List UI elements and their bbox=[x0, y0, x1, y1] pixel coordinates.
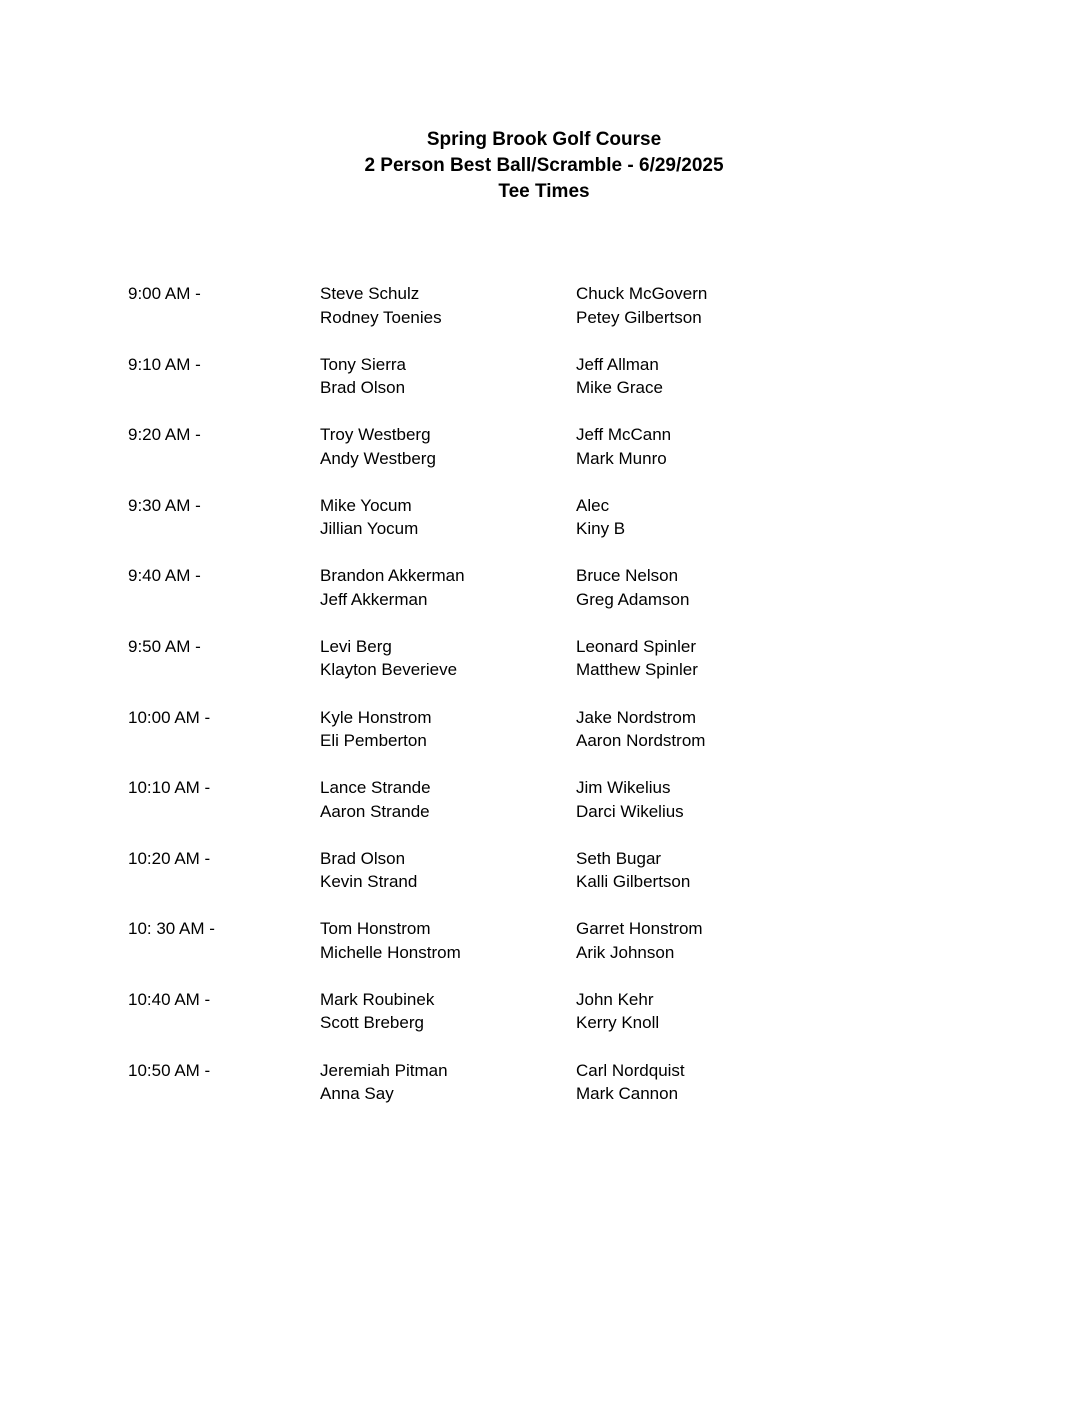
team2-player2: Kerry Knoll bbox=[576, 1013, 660, 1033]
team2-player1: Jim Wikelius bbox=[576, 778, 671, 798]
team2-player1: Carl Nordquist bbox=[576, 1060, 685, 1080]
team2-player1: Seth Bugar bbox=[576, 848, 662, 868]
tee-time: 9:50 AM - bbox=[128, 636, 201, 656]
team1-player1: Tony Sierra bbox=[320, 354, 406, 374]
document-header bbox=[0, 127, 1088, 205]
team1-player2: Scott Breberg bbox=[320, 1013, 424, 1033]
team1-player2: Rodney Toenies bbox=[320, 307, 442, 327]
team1-player2: Brad Olson bbox=[320, 378, 406, 398]
team1-player2: Aaron Strande bbox=[320, 801, 430, 821]
team2-player2: Petey Gilbertson bbox=[576, 307, 702, 327]
tee-time-group bbox=[128, 423, 1028, 494]
team2-player1: Jeff McCann bbox=[576, 425, 672, 445]
team2-player1: Jeff Allman bbox=[576, 354, 659, 374]
tee-time: 10:40 AM - bbox=[128, 989, 211, 1009]
team1-player2: Anna Say bbox=[320, 1084, 394, 1104]
team1-player1: Steve Schulz bbox=[320, 284, 420, 303]
team1-player1: Troy Westberg bbox=[320, 425, 431, 445]
team1-player1: Jeremiah Pitman bbox=[320, 1060, 448, 1080]
team1-player2: Jillian Yocum bbox=[320, 519, 419, 539]
tee-time-group bbox=[128, 917, 1028, 988]
event-title: 2 Person Best Ball/Scramble - 6/29/2025 bbox=[364, 155, 724, 176]
team2-player1: Leonard Spinler bbox=[576, 636, 697, 656]
team2-player2: Aaron Nordstrom bbox=[576, 731, 706, 751]
team1-player2: Jeff Akkerman bbox=[320, 589, 428, 609]
tee-time-group bbox=[128, 564, 1028, 635]
team2-player2: Mark Cannon bbox=[576, 1084, 679, 1104]
team2-player2: Mike Grace bbox=[576, 378, 663, 398]
course-name-title: Spring Brook Golf Course bbox=[426, 129, 662, 150]
team2-player2: Kalli Gilbertson bbox=[576, 872, 691, 892]
team2-player1: Garret Honstrom bbox=[576, 919, 703, 939]
tee-time-group bbox=[128, 776, 1028, 847]
tee-time: 10: 30 AM - bbox=[128, 919, 215, 939]
team1-player1: Brad Olson bbox=[320, 848, 406, 868]
team1-player2: Michelle Honstrom bbox=[320, 942, 461, 962]
tee-time: 10:10 AM - bbox=[128, 778, 211, 798]
tee-time-group bbox=[128, 353, 1028, 424]
tee-time-group bbox=[128, 635, 1028, 706]
tee-time: 9:00 AM - bbox=[128, 284, 201, 303]
tee-time: 9:20 AM - bbox=[128, 425, 201, 445]
tee-time: 9:30 AM - bbox=[128, 495, 201, 515]
team1-player2: Andy Westberg bbox=[320, 448, 436, 468]
tee-time: 10:20 AM - bbox=[128, 848, 211, 868]
team2-player1: Bruce Nelson bbox=[576, 566, 679, 586]
tee-time-group bbox=[128, 282, 1028, 353]
tee-time-list bbox=[128, 282, 1028, 1129]
tee-times-title: Tee Times bbox=[498, 181, 590, 202]
team2-player2: Mark Munro bbox=[576, 448, 667, 468]
team2-player2: Kiny B bbox=[576, 519, 626, 539]
team1-player1: Mike Yocum bbox=[320, 495, 412, 515]
tee-time: 10:50 AM - bbox=[128, 1060, 211, 1080]
team2-player1: Alec bbox=[576, 495, 610, 515]
tee-time: 10:00 AM - bbox=[128, 707, 211, 727]
team1-player1: Kyle Honstrom bbox=[320, 707, 432, 727]
tee-time-group bbox=[128, 706, 1028, 777]
tee-time-group bbox=[128, 494, 1028, 565]
tee-time: 9:40 AM - bbox=[128, 566, 201, 586]
team1-player2: Eli Pemberton bbox=[320, 731, 427, 751]
team1-player1: Levi Berg bbox=[320, 636, 392, 656]
team2-player2: Greg Adamson bbox=[576, 589, 690, 609]
team1-player2: Kevin Strand bbox=[320, 872, 418, 892]
team1-player1: Brandon Akkerman bbox=[320, 566, 465, 586]
team2-player1: Chuck McGovern bbox=[576, 284, 708, 303]
team2-player1: John Kehr bbox=[576, 989, 654, 1009]
team1-player1: Lance Strande bbox=[320, 778, 431, 798]
tee-time: 9:10 AM - bbox=[128, 354, 201, 374]
tee-time-group bbox=[128, 988, 1028, 1059]
team1-player1: Mark Roubinek bbox=[320, 989, 435, 1009]
team1-player2: Klayton Beverieve bbox=[320, 660, 458, 680]
team2-player2: Arik Johnson bbox=[576, 942, 675, 962]
team1-player1: Tom Honstrom bbox=[320, 919, 431, 939]
team2-player1: Jake Nordstrom bbox=[576, 707, 696, 727]
team2-player2: Matthew Spinler bbox=[576, 660, 698, 680]
tee-time-group bbox=[128, 1059, 1028, 1130]
tee-time-group bbox=[128, 847, 1028, 918]
team2-player2: Darci Wikelius bbox=[576, 801, 684, 821]
